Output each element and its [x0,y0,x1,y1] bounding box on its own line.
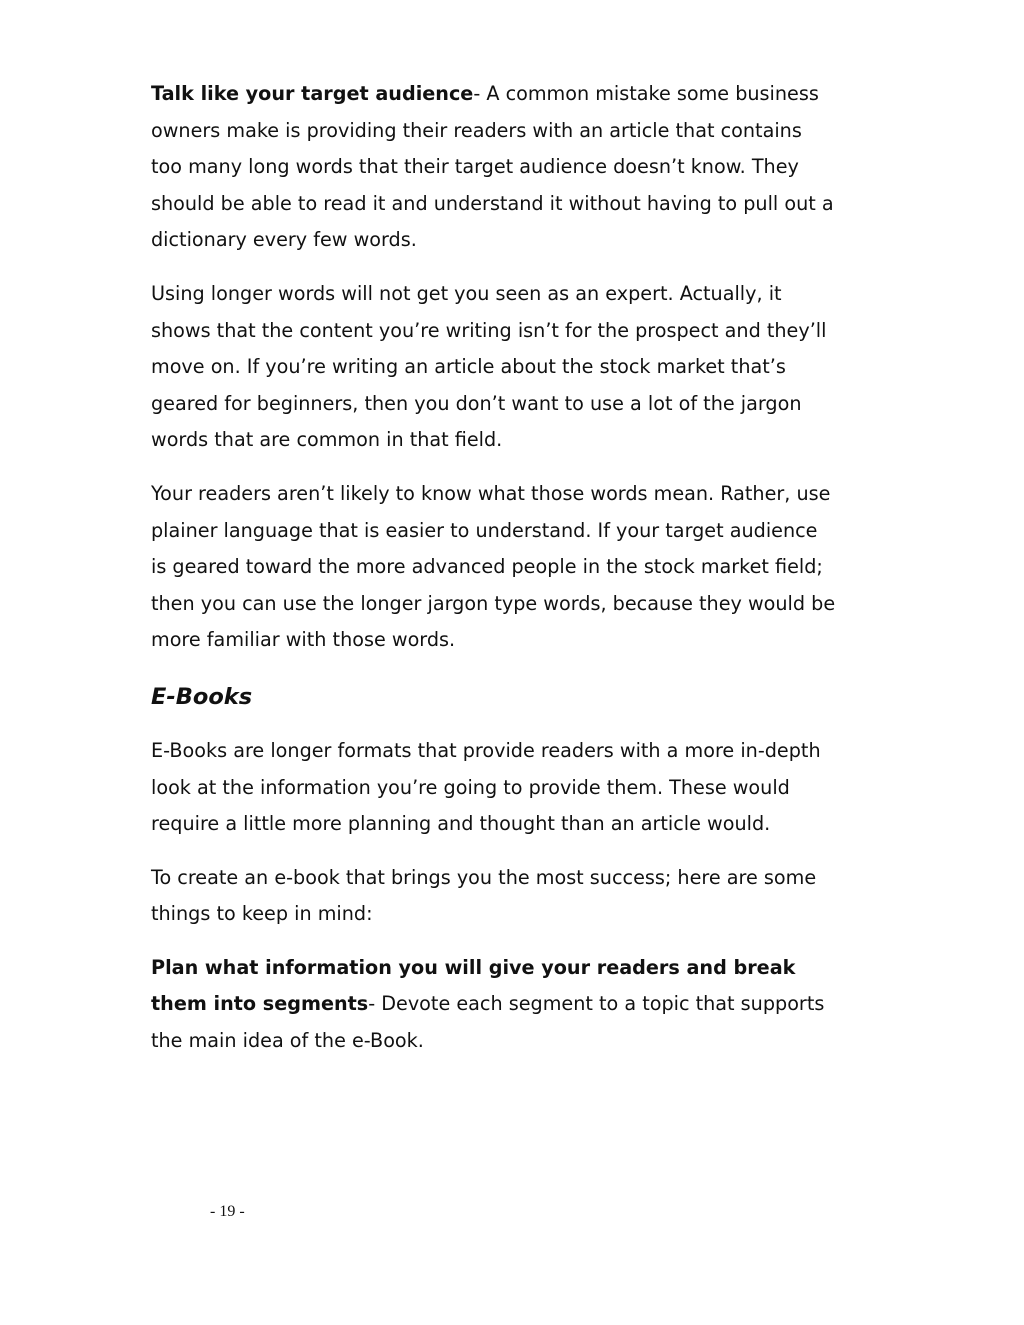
page-number: - 19 - [210,1203,245,1220]
text-line: Using longer words will not get you seen as an expert. Actually, it [151,281,782,305]
text-line: E-Books are longer formats that provide readers with a more in-depth [151,738,821,762]
text-line: shows that the content you’re writing isn’t for the prospect and they’ll [151,318,827,342]
text-line: dictionary every few words. [151,228,417,252]
text-run: - Devote each segment to a topic that supports [368,992,825,1016]
text-line: look at the information you’re going to provide them. These would [151,775,790,799]
text-line: geared for beginners, then you don’t want to use a lot of the jargon [151,391,802,415]
bold-lead-in: Talk like your target audience [151,82,474,105]
text-line: things to keep in mind: [151,902,373,926]
bold-lead-in: Plan what information you will give your readers and break [151,955,796,979]
paragraph-longer-words [151,276,881,459]
section-heading-ebooks: E-Books [151,683,253,710]
paragraph-plan-segments [151,950,881,1060]
text-line: Your readers aren’t likely to know what those words mean. Rather, use [151,481,831,505]
paragraph-create-ebook [151,860,881,933]
text-line [151,986,881,1023]
text-line: words that are common in that field. [151,428,503,452]
paragraph-ebooks-intro [151,733,881,843]
paragraph-readers-jargon [151,476,881,659]
text-line: move on. If you’re writing an article about the stock market that’s [151,355,786,379]
text-line [151,950,881,987]
text-line [151,76,881,113]
text-line: require a little more planning and thought than an article would. [151,812,771,836]
text-line: should be able to read it and understand it without having to pull out a [151,191,834,215]
bold-lead-in: them into segments [151,992,369,1016]
text-line: is geared toward the more advanced people in the stock market field; [151,555,823,579]
text-line: owners make is providing their readers with an article that contains [151,118,802,142]
text-line: more familiar with those words. [151,628,456,652]
text-line: too many long words that their target audience doesn’t know. They [151,155,799,179]
document-body [151,76,881,1077]
text-line: then you can use the longer jargon type words, because they would be [151,591,836,615]
text-line: To create an e-book that brings you the most success; here are some [151,865,817,889]
text-line: plainer language that is easier to understand. If your target audience [151,518,818,542]
paragraph-talk-like-audience [151,76,881,259]
text-line: the main idea of the e-Book. [151,1029,424,1053]
text-run: - A common mistake some business [473,82,819,105]
